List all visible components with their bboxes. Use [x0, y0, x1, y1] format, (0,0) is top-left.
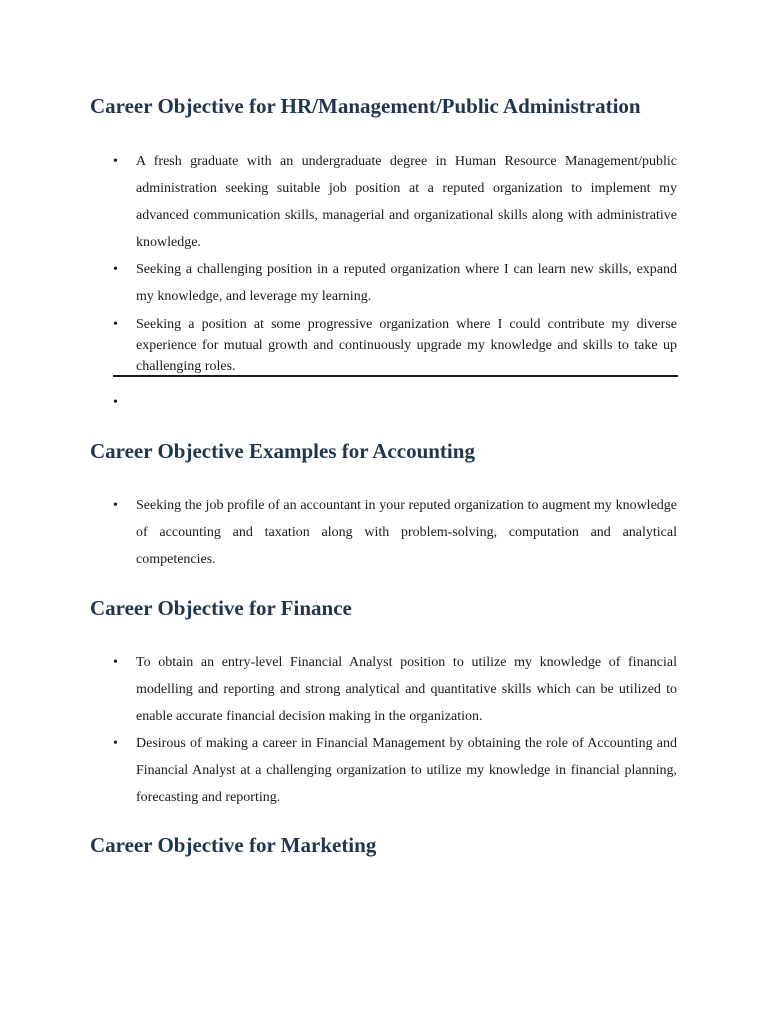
- heading-accounting: Career Objective Examples for Accounting: [90, 439, 475, 463]
- accounting-objectives-list: [136, 492, 677, 573]
- finance-objectives-list: [136, 649, 677, 811]
- empty-bullet: •: [113, 395, 118, 410]
- list-item: • Seeking a challenging position in a reputed organization where I can learn new skills, expand my knowledge, and leverage my learning.: [136, 256, 677, 310]
- heading-hr: Career Objective for HR/Management/Public Administration: [90, 94, 641, 118]
- hr-objectives-list: [136, 148, 677, 310]
- list-item: • A fresh graduate with an undergraduate degree in Human Resource Management/public administration seeking suitable job position at a reputed organization to implement my advanced communication skills, managerial and organizational skills along with administrative knowledge.: [136, 148, 677, 256]
- hr-objectives-list-continued: [136, 314, 677, 377]
- horizontal-divider: [113, 375, 678, 377]
- list-item: • Desirous of making a career in Financial Management by obtaining the role of Accounting and Financial Analyst at a challenging organization to utilize my knowledge in financial planning, forecasting and reporting.: [136, 730, 677, 811]
- heading-finance: Career Objective for Finance: [90, 596, 352, 620]
- list-item: • Seeking the job profile of an accountant in your reputed organization to augment my knowledge of accounting and taxation along with problem-solving, computation and analytical competencies.: [136, 492, 677, 573]
- heading-marketing: Career Objective for Marketing: [90, 833, 377, 857]
- list-item: • Seeking a position at some progressive organization where I could contribute my diverse experience for mutual growth and continuously upgrade my knowledge and skills to take up challenging roles.: [136, 314, 677, 377]
- list-item: • To obtain an entry-level Financial Analyst position to utilize my knowledge of financial modelling and reporting and strong analytical and quantitative skills which can be utilized to enable accurate financial decision making in the organization.: [136, 649, 677, 730]
